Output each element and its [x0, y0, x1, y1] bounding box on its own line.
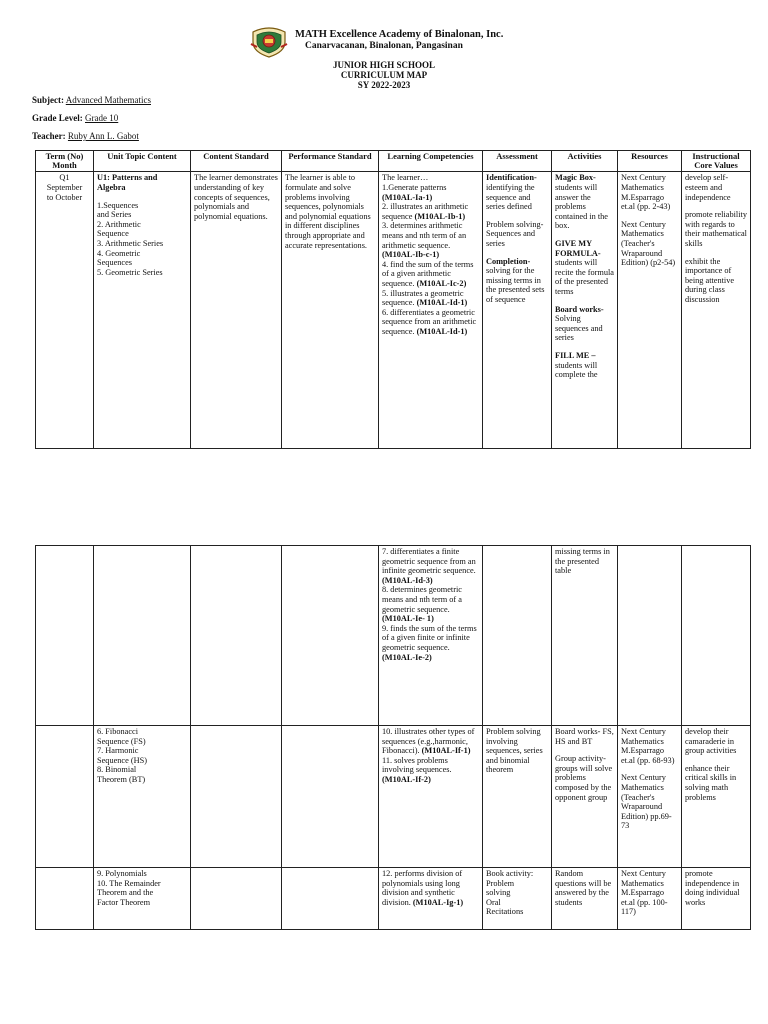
competency-code: (M10AL-If-1) — [421, 746, 471, 756]
activity-item: FILL ME – students will complete the — [555, 350, 598, 380]
assessment-cell — [483, 868, 552, 930]
term-month: September — [46, 183, 83, 192]
assessment-item: Identification- identifying the sequence and series defined — [486, 173, 537, 212]
resource-item: Next Century Mathematics M.Esparrago et.al (pp. 68-93) — [621, 727, 675, 765]
topic-item: 4. Geometric — [97, 248, 141, 258]
resources-cell — [618, 726, 682, 868]
activity-item: Magic Box- students will answer the problems contained in the box. — [555, 173, 608, 231]
activity-item: GIVE MY FORMULA- students will recite the formula of the presented terms — [555, 238, 614, 296]
teacher-line — [32, 131, 139, 141]
core-values-cell — [682, 172, 751, 449]
competency-item: 12. performs division of polynomials using long division and synthetic division. (M10AL-Ig-1) — [382, 869, 464, 907]
competency-code: (M10AL-Ib-1) — [414, 211, 466, 221]
competency-item: 5. illustrates a geometric sequence. (M10AL-Id-1) — [382, 288, 468, 308]
core-values-cell: promote independence in doing individual works — [682, 868, 751, 930]
grade-label: Grade Level: — [32, 113, 83, 123]
resource-item: Next Century Mathematics (Teacher's Wraparound Edition) pp.69-73 — [621, 773, 672, 831]
core-value-item: exhibit the importance of being attentive during class discussion — [685, 256, 735, 304]
competency-item: The learner… — [382, 173, 429, 183]
assessment-cell — [483, 172, 552, 449]
activity-item: Group activity- groups will solve problems composed by the opponent group — [555, 754, 613, 802]
activities-cell: Random questions will be answered by the students — [552, 868, 618, 930]
term-cell — [36, 726, 94, 868]
competency-code: (M10AL-Id-3) — [382, 575, 433, 585]
school-name: MATH Excellence Academy of Binalonan, Inc. — [295, 29, 504, 40]
assessment-item: Completion- solving for the missing terms in the presented sets of sequence — [486, 256, 545, 304]
table-row — [36, 172, 751, 449]
competency-code: (M10AL-Ia-1) — [382, 192, 433, 202]
activities-cell — [552, 172, 618, 449]
activity-item: Board works- Solving sequences and series — [555, 304, 604, 343]
table-row — [36, 726, 751, 868]
assessment-cell — [483, 546, 552, 726]
column-header: Performance Standard — [282, 151, 379, 172]
topic-item: Theorem and the — [97, 888, 154, 898]
column-header: Assessment — [483, 151, 552, 172]
resources-cell — [618, 546, 682, 726]
topic-cell — [94, 726, 191, 868]
term-cell — [36, 172, 94, 449]
competency-item: 10. illustrates other types of sequences (e.g.,harmonic, Fibonacci). (M10AL-If-1) — [382, 727, 475, 756]
competencies-cell — [379, 172, 483, 449]
school-seal-logo — [250, 24, 288, 58]
competency-item: 1.Generate patterns (M10AL-Ia-1) — [382, 183, 447, 202]
competencies-cell — [379, 726, 483, 868]
school-level: JUNIOR HIGH SCHOOL — [332, 60, 435, 70]
competency-code: (M10AL-Ig-1) — [412, 897, 464, 907]
competency-item: 6. differentiates a geometric sequence from an arithmetic sequence. (M10AL-Id-1) — [382, 307, 477, 336]
competency-item: 7. differentiates a finite geometric sequence from an infinite geometric sequence. (M10AL-Id-3) — [382, 547, 476, 585]
content-standard-cell — [191, 726, 282, 868]
topic-item: Theorem (BT) — [97, 774, 146, 784]
column-header: Activities — [552, 151, 618, 172]
assessment-item: Problem solving- Sequences and series — [486, 219, 544, 248]
table-header-row — [36, 151, 751, 172]
column-header: Instructional Core Values — [682, 151, 751, 172]
activities-cell — [552, 726, 618, 868]
competency-code: (M10AL-Ib-c-1) — [382, 250, 440, 260]
competency-code: (M10AL-Ic-2) — [416, 278, 467, 288]
table-row — [36, 546, 751, 726]
competency-item: 9. finds the sum of the terms of a given finite or infinite geometric sequence. (M10AL-Ie-2) — [382, 623, 477, 662]
topic-item: Sequence — [97, 229, 129, 239]
topic-item: Sequence (HS) — [97, 755, 147, 765]
topic-item: 9. Polynomials — [97, 869, 147, 878]
performance-standard-cell — [282, 546, 379, 726]
assessment-item: solving — [486, 888, 511, 898]
grade-value: Grade 10 — [85, 113, 119, 123]
subject-line — [32, 95, 151, 105]
column-header: Resources — [618, 151, 682, 172]
topic-item: and Series — [97, 210, 132, 220]
activity-item: Board works- FS, HS and BT — [555, 727, 614, 746]
term-quarter: Q1 — [59, 173, 70, 183]
teacher-value: Ruby Ann L. Gabot — [67, 131, 139, 141]
competency-item: 2. illustrates an arithmetic sequence (M10AL-Ib-1) — [382, 202, 469, 221]
competencies-cell — [379, 546, 483, 726]
topic-cell — [94, 868, 191, 930]
curriculum-table-1 — [35, 150, 751, 449]
term-cell — [36, 546, 94, 726]
competency-item: 3. determines arithmetic means and nth term of an arithmetic sequence. (M10AL-Ib-c-1) — [382, 221, 467, 260]
topic-item: 8. Binomial — [97, 765, 137, 775]
teacher-label: Teacher: — [32, 131, 66, 141]
grade-line — [32, 113, 118, 123]
term-cell — [36, 868, 94, 930]
content-standard-cell — [191, 868, 282, 930]
unit-title: U1: Patterns and Algebra — [97, 173, 158, 192]
column-header: Learning Competencies — [379, 151, 483, 172]
core-value-item: develop their camaraderie in group activities — [685, 727, 737, 756]
performance-standard-cell — [282, 868, 379, 930]
competency-code: (M10AL-Ie-2) — [382, 652, 432, 662]
competency-code: (M10AL-If-2) — [382, 774, 431, 784]
resource-item: Next Century Mathematics M.Esparrago et.al (pp. 2-43) — [621, 173, 671, 212]
core-value-item: promote reliability with regards to their mathematical skills — [685, 210, 747, 248]
term-month: to October — [46, 192, 83, 202]
competency-code: (M10AL-Id-1) — [416, 298, 468, 308]
topic-item: 7. Harmonic — [97, 746, 139, 756]
content-standard-cell: The learner demonstrates understanding of key concepts of sequences, polynomials and polynomial equations. — [191, 172, 282, 449]
competency-code: (M10AL-Id-1) — [416, 326, 468, 336]
performance-standard-cell: The learner is able to formulate and solve problems involving sequences, polynomials and polynomial equations in different disciplines through appropriate and accurate representations. — [282, 172, 379, 449]
core-values-cell — [682, 726, 751, 868]
competency-item: 8. determines geometric means and nth term of a geometric sequence. (M10AL-Ie- 1) — [382, 585, 462, 624]
resource-item: Next Century Mathematics (Teacher's Wraparound Edition) (p2-54) — [621, 219, 676, 268]
school-address: Canarvacanan, Binalonan, Pangasinan — [305, 41, 463, 51]
resources-cell — [618, 172, 682, 449]
topic-item: Factor Theorem — [97, 897, 151, 907]
assessment-item: Recitations — [486, 907, 524, 917]
core-values-cell — [682, 546, 751, 726]
subject-label: Subject: — [32, 95, 64, 105]
column-header: Content Standard — [191, 151, 282, 172]
topic-item: 2. Arithmetic — [97, 219, 141, 229]
assessment-item: Oral — [486, 897, 501, 907]
core-value-item: enhance their critical skills in solving math problems — [685, 763, 737, 802]
column-header: Term (No) Month — [36, 151, 94, 172]
topic-item: 10. The Remainder — [97, 878, 161, 888]
competency-item: 4. find the sum of the terms of a given arithmetic sequence. (M10AL-Ic-2) — [382, 259, 474, 288]
content-standard-cell — [191, 546, 282, 726]
core-value-item: develop self-esteem and independence — [685, 173, 731, 202]
topic-item: 3. Arithmetic Series — [97, 238, 164, 248]
school-year: SY 2022-2023 — [357, 80, 411, 90]
topic-cell — [94, 546, 191, 726]
document-title: CURRICULUM MAP — [340, 70, 428, 80]
assessment-cell: Problem solving involving sequences, series and binomial theorem — [483, 726, 552, 868]
curriculum-table-2 — [35, 545, 751, 930]
topic-item: 5. Geometric Series — [97, 267, 163, 277]
topic-cell — [94, 172, 191, 449]
document-title-block — [0, 60, 768, 90]
competencies-cell — [379, 868, 483, 930]
subject-value: Advanced Mathematics — [65, 95, 151, 105]
topic-item: 6. Fibonacci — [97, 727, 139, 736]
column-header: Unit Topic Content — [94, 151, 191, 172]
school-header — [250, 24, 570, 58]
competency-item: 11. solves problems involving sequences. (M10AL-If-2) — [382, 755, 452, 784]
topic-item: Sequences — [97, 258, 133, 268]
resources-cell: Next Century Mathematics M.Esparrago et.al (pp. 100-117) — [618, 868, 682, 930]
topic-item: Sequence (FS) — [97, 736, 146, 746]
activities-cell: missing terms in the presented table — [552, 546, 618, 726]
assessment-item: Book activity: — [486, 869, 534, 878]
table-row — [36, 868, 751, 930]
topic-item: 1.Sequences — [97, 200, 139, 210]
competency-code: (M10AL-Ie- 1) — [382, 614, 434, 624]
performance-standard-cell — [282, 726, 379, 868]
assessment-item: Problem — [486, 878, 515, 888]
